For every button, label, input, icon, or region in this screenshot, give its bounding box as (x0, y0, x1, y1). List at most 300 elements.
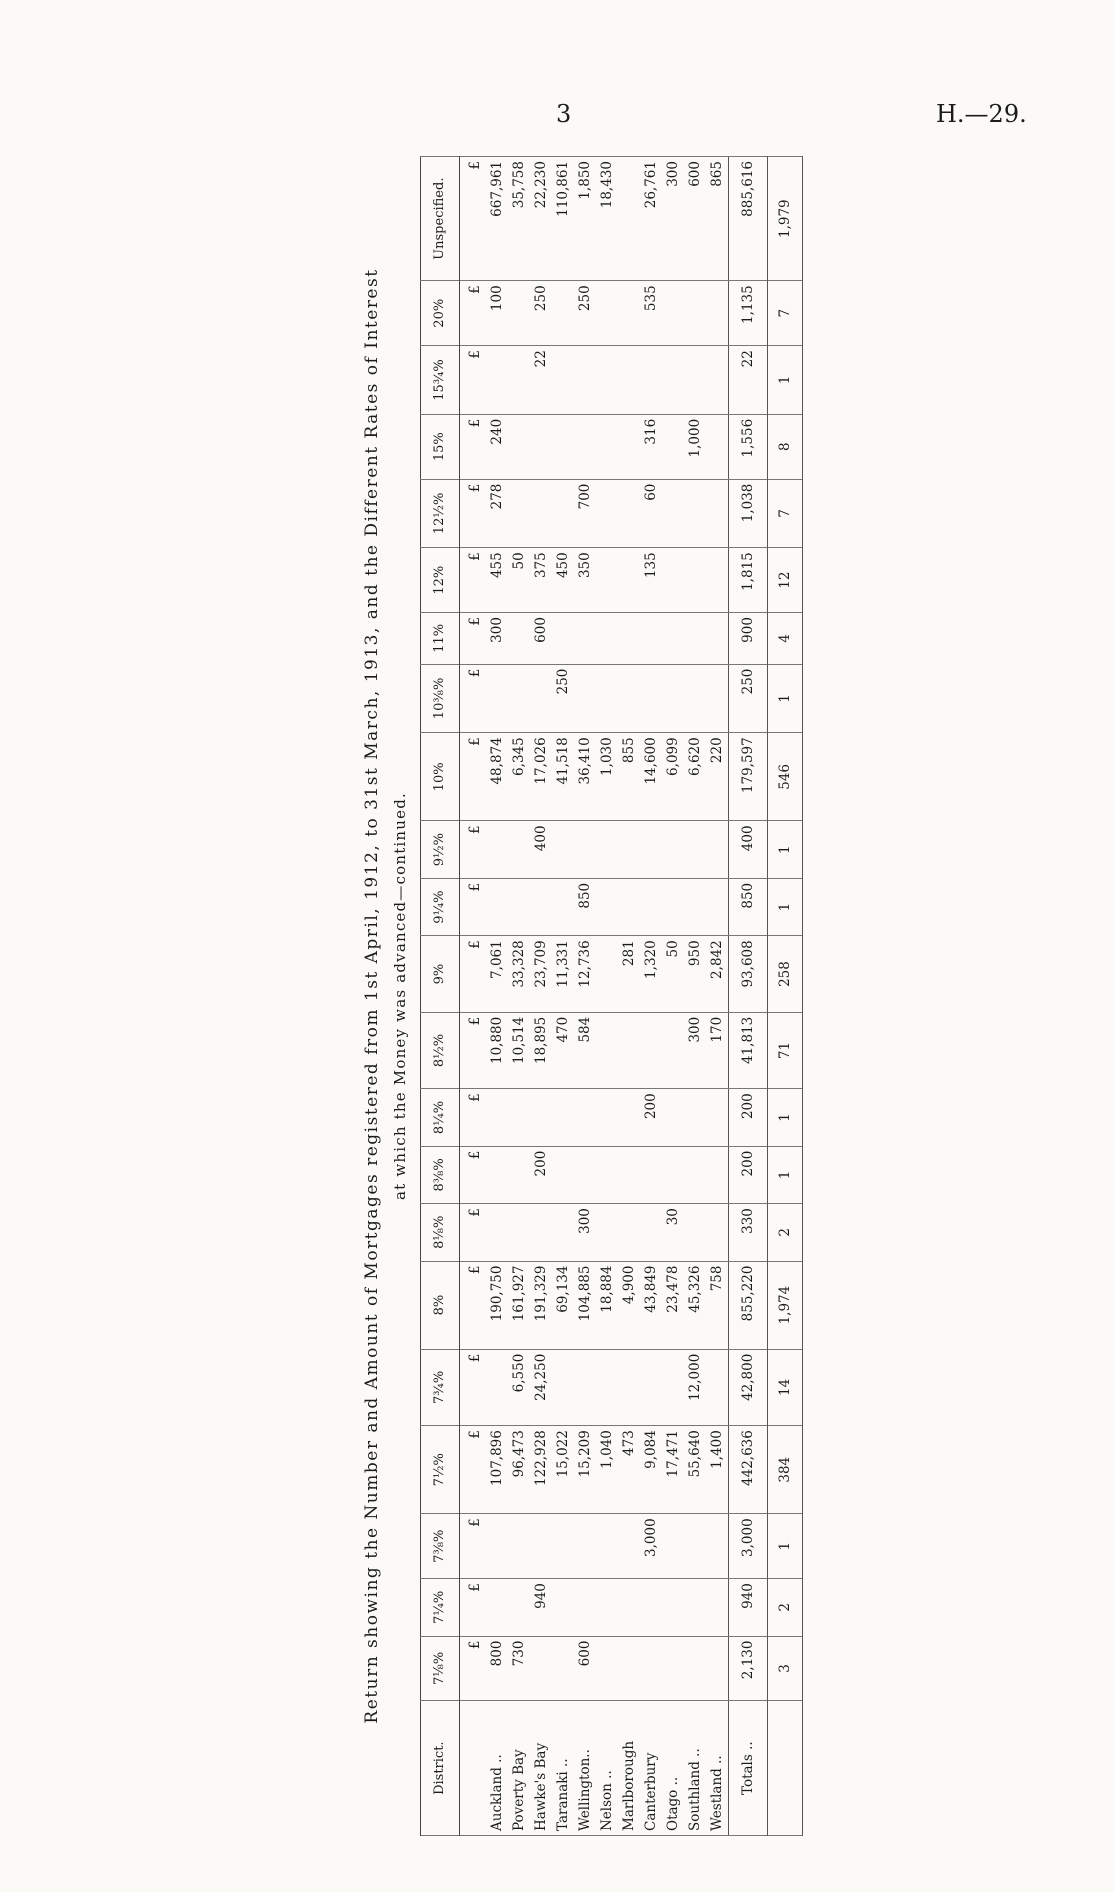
amount-cell: 161,927 (508, 1261, 530, 1349)
unit-cell: £ (460, 664, 487, 733)
amount-cell: 250 (574, 281, 596, 346)
amount-cell (662, 346, 684, 415)
unit-cell: £ (460, 1514, 487, 1579)
count-cell: 7 (768, 281, 803, 346)
amount-cell (640, 664, 662, 733)
unit-cell: £ (460, 1426, 487, 1514)
amount-cell (684, 479, 706, 548)
column-header: District. (421, 1701, 460, 1836)
count-cell: 8 (768, 414, 803, 479)
amount-cell (574, 664, 596, 733)
amount-cell (596, 613, 618, 665)
amount-cell (706, 1089, 729, 1146)
amount-cell: 940 (530, 1579, 552, 1636)
amount-cell: 11,331 (552, 936, 574, 1012)
amount-cell: 950 (684, 936, 706, 1012)
amount-cell (706, 548, 729, 613)
amount-cell (508, 414, 530, 479)
amount-cell (596, 878, 618, 935)
count-cell: 1 (768, 878, 803, 935)
unit-cell: £ (460, 1012, 487, 1088)
amount-cell (706, 878, 729, 935)
amount-cell (552, 613, 574, 665)
amount-cell: 278 (486, 479, 508, 548)
amount-cell (552, 1514, 574, 1579)
amount-cell (618, 878, 640, 935)
unit-cell: £ (460, 414, 487, 479)
totals-label: Totals .. (729, 1701, 768, 1836)
amount-cell (684, 548, 706, 613)
total-cell: 1,135 (729, 281, 768, 346)
amount-cell (596, 1012, 618, 1088)
amount-cell (486, 1204, 508, 1261)
amount-cell (684, 281, 706, 346)
unit-cell: £ (460, 346, 487, 415)
count-cell: 1 (768, 821, 803, 878)
amount-cell (618, 1204, 640, 1261)
unit-cell: £ (460, 613, 487, 665)
count-cell: 2 (768, 1204, 803, 1261)
amount-cell: 6,099 (662, 733, 684, 821)
amount-cell: 1,000 (684, 414, 706, 479)
amount-cell: 1,040 (596, 1426, 618, 1514)
amount-cell (574, 1579, 596, 1636)
amount-cell (552, 878, 574, 935)
amount-cell: 855 (618, 733, 640, 821)
amount-cell (552, 414, 574, 479)
total-cell: 1,556 (729, 414, 768, 479)
amount-cell: 48,874 (486, 733, 508, 821)
amount-cell (530, 1204, 552, 1261)
amount-cell (706, 414, 729, 479)
unit-cell: £ (460, 1204, 487, 1261)
unit-cell: £ (460, 479, 487, 548)
district-name: Otago .. (662, 1701, 684, 1836)
amount-cell: 450 (552, 548, 574, 613)
table-title: Return showing the Number and Amount of Mortgages registered from 1st April, 1912, to 31st March, 1913, and the Different Rates of Interest (362, 268, 382, 1724)
total-cell: 1,038 (729, 479, 768, 548)
table-row (552, 157, 574, 1836)
amount-cell: 24,250 (530, 1349, 552, 1425)
unit-cell: £ (460, 1089, 487, 1146)
amount-cell: 17,026 (530, 733, 552, 821)
district-name: Wellington.. (574, 1701, 596, 1836)
amount-cell (706, 1636, 729, 1701)
unit-cell: £ (460, 1349, 487, 1425)
amount-cell (706, 1349, 729, 1425)
amount-cell (530, 479, 552, 548)
amount-cell: 375 (530, 548, 552, 613)
amount-cell (530, 1089, 552, 1146)
amount-cell (596, 1636, 618, 1701)
amount-cell (596, 281, 618, 346)
amount-cell (552, 1204, 574, 1261)
amount-cell: 667,961 (486, 157, 508, 281)
amount-cell (618, 1089, 640, 1146)
amount-cell (574, 613, 596, 665)
amount-cell: 18,884 (596, 1261, 618, 1349)
amount-cell (596, 1514, 618, 1579)
amount-cell: 800 (486, 1636, 508, 1701)
unit-cell: £ (460, 936, 487, 1012)
amount-cell (684, 1146, 706, 1203)
amount-cell (618, 346, 640, 415)
amount-cell: 2,842 (706, 936, 729, 1012)
total-cell: 940 (729, 1579, 768, 1636)
column-header: 15¾% (421, 346, 460, 415)
amount-cell (574, 821, 596, 878)
amount-cell: 6,620 (684, 733, 706, 821)
unit-cell: £ (460, 1579, 487, 1636)
column-header: 7⅜% (421, 1514, 460, 1579)
amount-cell (596, 1349, 618, 1425)
amount-cell (552, 281, 574, 346)
amount-cell (684, 878, 706, 935)
mortgage-rates-table (420, 156, 803, 1836)
amount-cell: 12,736 (574, 936, 596, 1012)
amount-cell: 10,880 (486, 1012, 508, 1088)
unit-cell (460, 1701, 487, 1836)
amount-cell (618, 157, 640, 281)
count-cell: 71 (768, 1012, 803, 1088)
amount-cell (640, 1204, 662, 1261)
unit-cell: £ (460, 157, 487, 281)
amount-cell (684, 1514, 706, 1579)
amount-cell (508, 821, 530, 878)
amount-cell (486, 1514, 508, 1579)
amount-cell (684, 1636, 706, 1701)
amount-cell (618, 664, 640, 733)
amount-cell: 300 (574, 1204, 596, 1261)
count-cell: 2 (768, 1579, 803, 1636)
table-row (662, 157, 684, 1836)
table-row (596, 157, 618, 1836)
amount-cell (596, 346, 618, 415)
amount-cell (574, 1146, 596, 1203)
document-reference: H.—29. (936, 100, 1027, 128)
amount-cell: 55,640 (684, 1426, 706, 1514)
district-name: Westland .. (706, 1701, 729, 1836)
amount-cell (706, 346, 729, 415)
units-row (460, 157, 487, 1836)
amount-cell (662, 1349, 684, 1425)
amount-cell: 700 (574, 479, 596, 548)
amount-cell (640, 1636, 662, 1701)
amount-cell (640, 821, 662, 878)
amount-cell: 250 (552, 664, 574, 733)
page-number: 3 (556, 100, 572, 128)
amount-cell (486, 878, 508, 935)
column-header: 15% (421, 414, 460, 479)
district-name: Nelson .. (596, 1701, 618, 1836)
totals-row (729, 157, 768, 1836)
amount-cell (640, 878, 662, 935)
amount-cell: 9,084 (640, 1426, 662, 1514)
amount-cell (530, 1514, 552, 1579)
amount-cell (684, 821, 706, 878)
total-cell: 400 (729, 821, 768, 878)
total-cell: 330 (729, 1204, 768, 1261)
total-cell: 1,815 (729, 548, 768, 613)
amount-cell: 865 (706, 157, 729, 281)
table-row (530, 157, 552, 1836)
amount-cell (662, 548, 684, 613)
district-name: Hawke's Bay (530, 1701, 552, 1836)
amount-cell (706, 613, 729, 665)
amount-cell: 69,134 (552, 1261, 574, 1349)
amount-cell: 240 (486, 414, 508, 479)
amount-cell: 4,900 (618, 1261, 640, 1349)
amount-cell: 45,326 (684, 1261, 706, 1349)
amount-cell (662, 1012, 684, 1088)
total-cell: 200 (729, 1146, 768, 1203)
count-cell: 1,979 (768, 157, 803, 281)
amount-cell (640, 1349, 662, 1425)
amount-cell: 200 (530, 1146, 552, 1203)
column-header: 7⅛% (421, 1636, 460, 1701)
amount-cell (684, 613, 706, 665)
amount-cell: 50 (508, 548, 530, 613)
amount-cell (508, 1089, 530, 1146)
amount-cell (662, 1146, 684, 1203)
column-header: 9¼% (421, 878, 460, 935)
amount-cell: 400 (530, 821, 552, 878)
count-cell: 7 (768, 479, 803, 548)
amount-cell (574, 1089, 596, 1146)
amount-cell (618, 1514, 640, 1579)
amount-cell: 350 (574, 548, 596, 613)
unit-cell: £ (460, 733, 487, 821)
amount-cell: 12,000 (684, 1349, 706, 1425)
count-cell: 3 (768, 1636, 803, 1701)
table-row (574, 157, 596, 1836)
total-cell: 885,616 (729, 157, 768, 281)
amount-cell (706, 479, 729, 548)
district-name: Marlborough (618, 1701, 640, 1836)
amount-cell: 35,758 (508, 157, 530, 281)
amount-cell (662, 664, 684, 733)
table-row (508, 157, 530, 1836)
amount-cell: 6,345 (508, 733, 530, 821)
amount-cell: 850 (574, 878, 596, 935)
amount-cell (662, 878, 684, 935)
amount-cell (618, 1579, 640, 1636)
amount-cell: 104,885 (574, 1261, 596, 1349)
amount-cell (618, 613, 640, 665)
amount-cell: 107,896 (486, 1426, 508, 1514)
amount-cell: 7,061 (486, 936, 508, 1012)
amount-cell (552, 1579, 574, 1636)
amount-cell (596, 664, 618, 733)
amount-cell (662, 1089, 684, 1146)
amount-cell: 22 (530, 346, 552, 415)
amount-cell (552, 1089, 574, 1146)
count-cell: 1 (768, 1146, 803, 1203)
amount-cell (662, 821, 684, 878)
amount-cell: 300 (684, 1012, 706, 1088)
amount-cell (486, 821, 508, 878)
amount-cell: 1,320 (640, 936, 662, 1012)
amount-cell (662, 1636, 684, 1701)
amount-cell: 300 (662, 157, 684, 281)
amount-cell: 33,328 (508, 936, 530, 1012)
district-name: Southland .. (684, 1701, 706, 1836)
column-header: 9½% (421, 821, 460, 878)
amount-cell (684, 664, 706, 733)
column-header: Unspecified. (421, 157, 460, 281)
unit-cell: £ (460, 1261, 487, 1349)
amount-cell (662, 479, 684, 548)
count-cell: 1,974 (768, 1261, 803, 1349)
amount-cell (706, 1204, 729, 1261)
count-cell: 384 (768, 1426, 803, 1514)
district-name: Auckland .. (486, 1701, 508, 1836)
amount-cell (596, 548, 618, 613)
amount-cell (596, 1204, 618, 1261)
amount-cell (596, 414, 618, 479)
amount-cell (618, 414, 640, 479)
amount-cell: 758 (706, 1261, 729, 1349)
total-cell: 41,813 (729, 1012, 768, 1088)
amount-cell (552, 1349, 574, 1425)
amount-cell (486, 1089, 508, 1146)
column-header: 10⅜% (421, 664, 460, 733)
column-header: 12½% (421, 479, 460, 548)
amount-cell (640, 1579, 662, 1636)
unit-cell: £ (460, 281, 487, 346)
amount-cell (508, 1204, 530, 1261)
amount-cell: 15,209 (574, 1426, 596, 1514)
amount-cell: 18,895 (530, 1012, 552, 1088)
total-cell: 93,608 (729, 936, 768, 1012)
amount-cell: 600 (530, 613, 552, 665)
amount-cell (530, 878, 552, 935)
amount-cell: 3,000 (640, 1514, 662, 1579)
table-row (684, 157, 706, 1836)
amount-cell (640, 613, 662, 665)
amount-cell: 1,400 (706, 1426, 729, 1514)
amount-cell: 170 (706, 1012, 729, 1088)
amount-cell (552, 821, 574, 878)
amount-cell (508, 1514, 530, 1579)
amount-cell: 250 (530, 281, 552, 346)
amount-cell (552, 1636, 574, 1701)
count-cell: 12 (768, 548, 803, 613)
amount-cell (618, 548, 640, 613)
column-header: 7½% (421, 1426, 460, 1514)
column-header: 10% (421, 733, 460, 821)
unit-cell: £ (460, 1636, 487, 1701)
amount-cell (618, 1349, 640, 1425)
amount-cell: 1,030 (596, 733, 618, 821)
amount-cell: 23,478 (662, 1261, 684, 1349)
amount-cell: 36,410 (574, 733, 596, 821)
amount-cell: 535 (640, 281, 662, 346)
column-header: 11% (421, 613, 460, 665)
count-cell: 1 (768, 1514, 803, 1579)
district-name: Canterbury (640, 1701, 662, 1836)
amount-cell: 455 (486, 548, 508, 613)
column-header: 20% (421, 281, 460, 346)
total-cell: 250 (729, 664, 768, 733)
amount-cell: 730 (508, 1636, 530, 1701)
amount-cell (706, 821, 729, 878)
amount-cell: 17,471 (662, 1426, 684, 1514)
amount-cell (596, 936, 618, 1012)
amount-cell (706, 664, 729, 733)
amount-cell: 122,928 (530, 1426, 552, 1514)
amount-cell (574, 346, 596, 415)
total-cell: 22 (729, 346, 768, 415)
unit-cell: £ (460, 548, 487, 613)
rotated-table-block (360, 156, 792, 1836)
amount-cell (684, 1204, 706, 1261)
amount-cell (508, 613, 530, 665)
unit-cell: £ (460, 878, 487, 935)
amount-cell (618, 821, 640, 878)
amount-cell: 43,849 (640, 1261, 662, 1349)
amount-cell (552, 1146, 574, 1203)
amount-cell (618, 281, 640, 346)
amount-cell: 18,430 (596, 157, 618, 281)
total-cell: 3,000 (729, 1514, 768, 1579)
amount-cell (618, 1012, 640, 1088)
amount-cell (684, 1579, 706, 1636)
amount-cell (706, 1514, 729, 1579)
amount-cell (596, 821, 618, 878)
amount-cell (706, 1579, 729, 1636)
amount-cell (508, 1146, 530, 1203)
amount-cell (574, 1349, 596, 1425)
count-cell: 14 (768, 1349, 803, 1425)
count-cell (768, 1701, 803, 1836)
count-cell: 1 (768, 1089, 803, 1146)
amount-cell: 135 (640, 548, 662, 613)
column-header: 8½% (421, 1012, 460, 1088)
total-cell: 179,597 (729, 733, 768, 821)
amount-cell (486, 664, 508, 733)
count-cell: 258 (768, 936, 803, 1012)
amount-cell (508, 346, 530, 415)
column-header: 8⅜% (421, 1146, 460, 1203)
amount-cell: 473 (618, 1426, 640, 1514)
amount-cell (508, 281, 530, 346)
amount-cell (618, 1636, 640, 1701)
amount-cell (596, 1579, 618, 1636)
unit-cell: £ (460, 821, 487, 878)
amount-cell (486, 346, 508, 415)
amount-cell (552, 479, 574, 548)
amount-cell (552, 346, 574, 415)
total-cell: 2,130 (729, 1636, 768, 1701)
amount-cell: 22,230 (530, 157, 552, 281)
amount-cell: 316 (640, 414, 662, 479)
amount-cell (662, 1579, 684, 1636)
amount-cell: 190,750 (486, 1261, 508, 1349)
table-row (486, 157, 508, 1836)
total-cell: 42,800 (729, 1349, 768, 1425)
amount-cell (662, 414, 684, 479)
amount-cell (486, 1349, 508, 1425)
amount-cell: 10,514 (508, 1012, 530, 1088)
amount-cell: 191,329 (530, 1261, 552, 1349)
amount-cell (640, 1012, 662, 1088)
count-cell: 546 (768, 733, 803, 821)
amount-cell: 584 (574, 1012, 596, 1088)
amount-cell (508, 479, 530, 548)
amount-cell: 23,709 (530, 936, 552, 1012)
total-cell: 900 (729, 613, 768, 665)
